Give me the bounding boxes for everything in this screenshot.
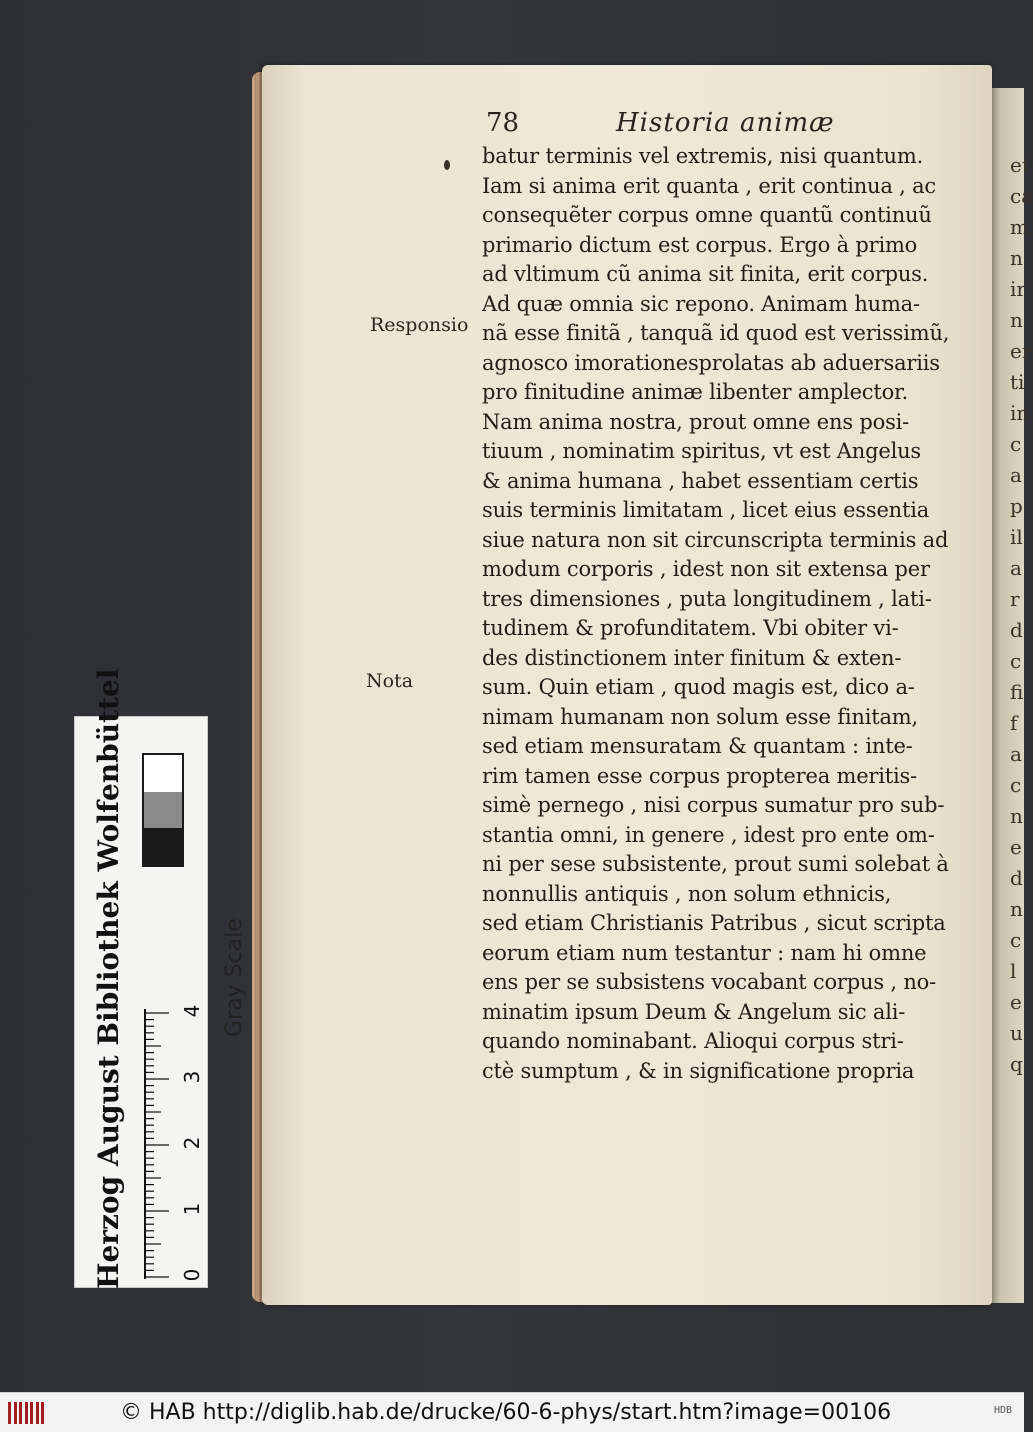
facing-text-fragment: q: [1010, 1052, 1023, 1076]
running-title: Historia animæ: [616, 108, 835, 138]
gray-swatch: [144, 792, 182, 829]
text-line: nonnullis antiquis , non solum ethnicis,: [482, 881, 892, 906]
text-line: siue natura non sit circunscripta terminis ad: [482, 527, 949, 552]
footer-mark: HDB: [993, 1405, 1012, 1416]
text-line: quando nominabant. Alioqui corpus stri-: [482, 1029, 904, 1053]
text-line: stantia omni, in genere , idest pro ente om-: [482, 822, 935, 847]
facing-text-fragment: d: [1010, 618, 1023, 642]
text-line: ad vltimum cũ anima sit finita, erit corpus.: [482, 262, 929, 286]
margin-note-nota: Nota: [366, 670, 414, 692]
facing-text-fragment: l: [1010, 959, 1017, 983]
text-line: ctè sumptum , & in significatione propria: [482, 1058, 915, 1083]
ink-mark: [444, 160, 450, 170]
facing-text-fragment: fi: [1010, 680, 1024, 704]
facing-text-fragment: ca: [1010, 184, 1033, 208]
facing-text-fragment: f: [1010, 711, 1018, 735]
text-line: tiuum , nominatim spiritus, vt est Angelus: [482, 439, 921, 463]
text-line: rim tamen esse corpus propterea meritis-: [482, 763, 918, 788]
ruler-tick-label: 2: [180, 1136, 204, 1150]
text-line: suis terminis limitatam , licet eius essentia: [482, 498, 930, 522]
ruler-ticks: [141, 1009, 171, 1279]
text-line: agnosco imorationesprolatas ab aduersariis: [482, 350, 940, 375]
text-line: nimam humanam non solum esse finitam,: [482, 704, 918, 729]
text-line: primario dictum est corpus. Ergo à primo: [482, 232, 918, 257]
text-line: Iam si anima erit quanta , erit continua , ac: [482, 173, 936, 198]
text-line: sed etiam mensuratam & quantam : inte-: [482, 734, 913, 758]
facing-text-fragment: n: [1010, 897, 1023, 921]
text-line: consequẽter corpus omne quantũ continuũ: [482, 203, 932, 227]
facing-text-fragment: a: [1010, 463, 1022, 487]
text-line: minatim ipsum Deum & Angelum sic ali-: [482, 999, 906, 1024]
institution-name: Herzog August Bibliothek Wolfenbüttel: [92, 668, 125, 1289]
facing-text-fragment: n: [1010, 804, 1023, 828]
facing-text-fragment: m: [1010, 215, 1029, 239]
facing-text-fragment: in: [1010, 401, 1030, 425]
facing-text-fragment: n: [1010, 308, 1023, 332]
text-line: batur terminis vel extremis, nisi quantum.: [482, 144, 924, 168]
text-line: simè pernego , nisi corpus sumatur pro sub-: [482, 793, 945, 817]
text-line: sed etiam Christianis Patribus , sicut scripta: [482, 911, 946, 935]
text-line: pro finitudine animæ libenter amplector.: [482, 380, 909, 404]
ruler-tick-label: 0: [180, 1268, 204, 1282]
facing-text-fragment: p: [1010, 494, 1023, 518]
margin-note-responsio: Responsio: [370, 314, 469, 336]
text-line: modum corporis , idest non sit extensa per: [482, 557, 930, 581]
facing-text-fragment: ti: [1010, 370, 1025, 394]
text-line: sum. Quin etiam , quod magis est, dico a-: [482, 675, 915, 699]
facing-text-fragment: c: [1010, 649, 1022, 673]
facing-text-fragment: d: [1010, 866, 1023, 890]
facing-text-fragment: e: [1010, 835, 1022, 859]
facing-text-fragment: il: [1010, 525, 1023, 549]
text-line: ni per sese subsistente, prout sumi solebat à: [482, 852, 949, 876]
facing-page-text: [1010, 150, 1033, 1076]
text-line: tudinem & profunditatem. Vbi obiter vi-: [482, 616, 899, 640]
gray-swatch: [144, 755, 182, 792]
gray-scale-swatches: [142, 753, 184, 867]
ruler-tick-label: 4: [180, 1004, 204, 1018]
text-line: Ad quæ omnia sic repono. Animam huma-: [482, 291, 920, 316]
facing-text-fragment: c: [1010, 928, 1022, 952]
facing-text-fragment: er: [1010, 339, 1032, 363]
color-calibration-ruler: [74, 668, 247, 1289]
facing-text-fragment: ir: [1010, 277, 1026, 301]
text-line: ens per se subsistens vocabant corpus , no-: [482, 970, 936, 994]
gray-swatch: [144, 828, 182, 865]
facing-text-fragment: n: [1010, 246, 1023, 270]
text-line: Nam anima nostra, prout omne ens posi-: [482, 409, 910, 434]
text-line: des distinctionem inter finitum & exten-: [482, 645, 902, 670]
ruler-tick-label: 3: [180, 1070, 204, 1084]
facing-text-fragment: c: [1010, 773, 1022, 797]
ruler-tick-label: 1: [180, 1202, 204, 1216]
hab-logo-icon: [8, 1402, 48, 1424]
body-text: [482, 142, 950, 1086]
facing-text-fragment: e: [1010, 990, 1022, 1014]
facing-text-fragment: u: [1010, 1021, 1023, 1045]
gray-scale-label: Gray Scale: [222, 918, 247, 1037]
text-line: tres dimensiones , puta longitudinem , lati-: [482, 586, 932, 611]
footer-bar: [0, 1392, 1024, 1432]
text-line: & anima humana , habet essentiam certis: [482, 468, 919, 493]
facing-text-fragment: a: [1010, 556, 1022, 580]
footer-citation[interactable]: © HAB http://diglib.hab.de/drucke/60-6-phys/start.htm?image=00106: [120, 1400, 892, 1425]
text-line: eorum etiam num testantur : nam hi omne: [482, 940, 927, 965]
facing-text-fragment: c: [1010, 432, 1022, 456]
facing-text-fragment: r: [1010, 587, 1020, 611]
text-line: nã esse finitã , tanquã id quod est verissimũ,: [482, 321, 950, 345]
page-number: 78: [486, 108, 520, 138]
facing-text-fragment: a: [1010, 742, 1022, 766]
facing-text-fragment: et: [1010, 153, 1030, 177]
